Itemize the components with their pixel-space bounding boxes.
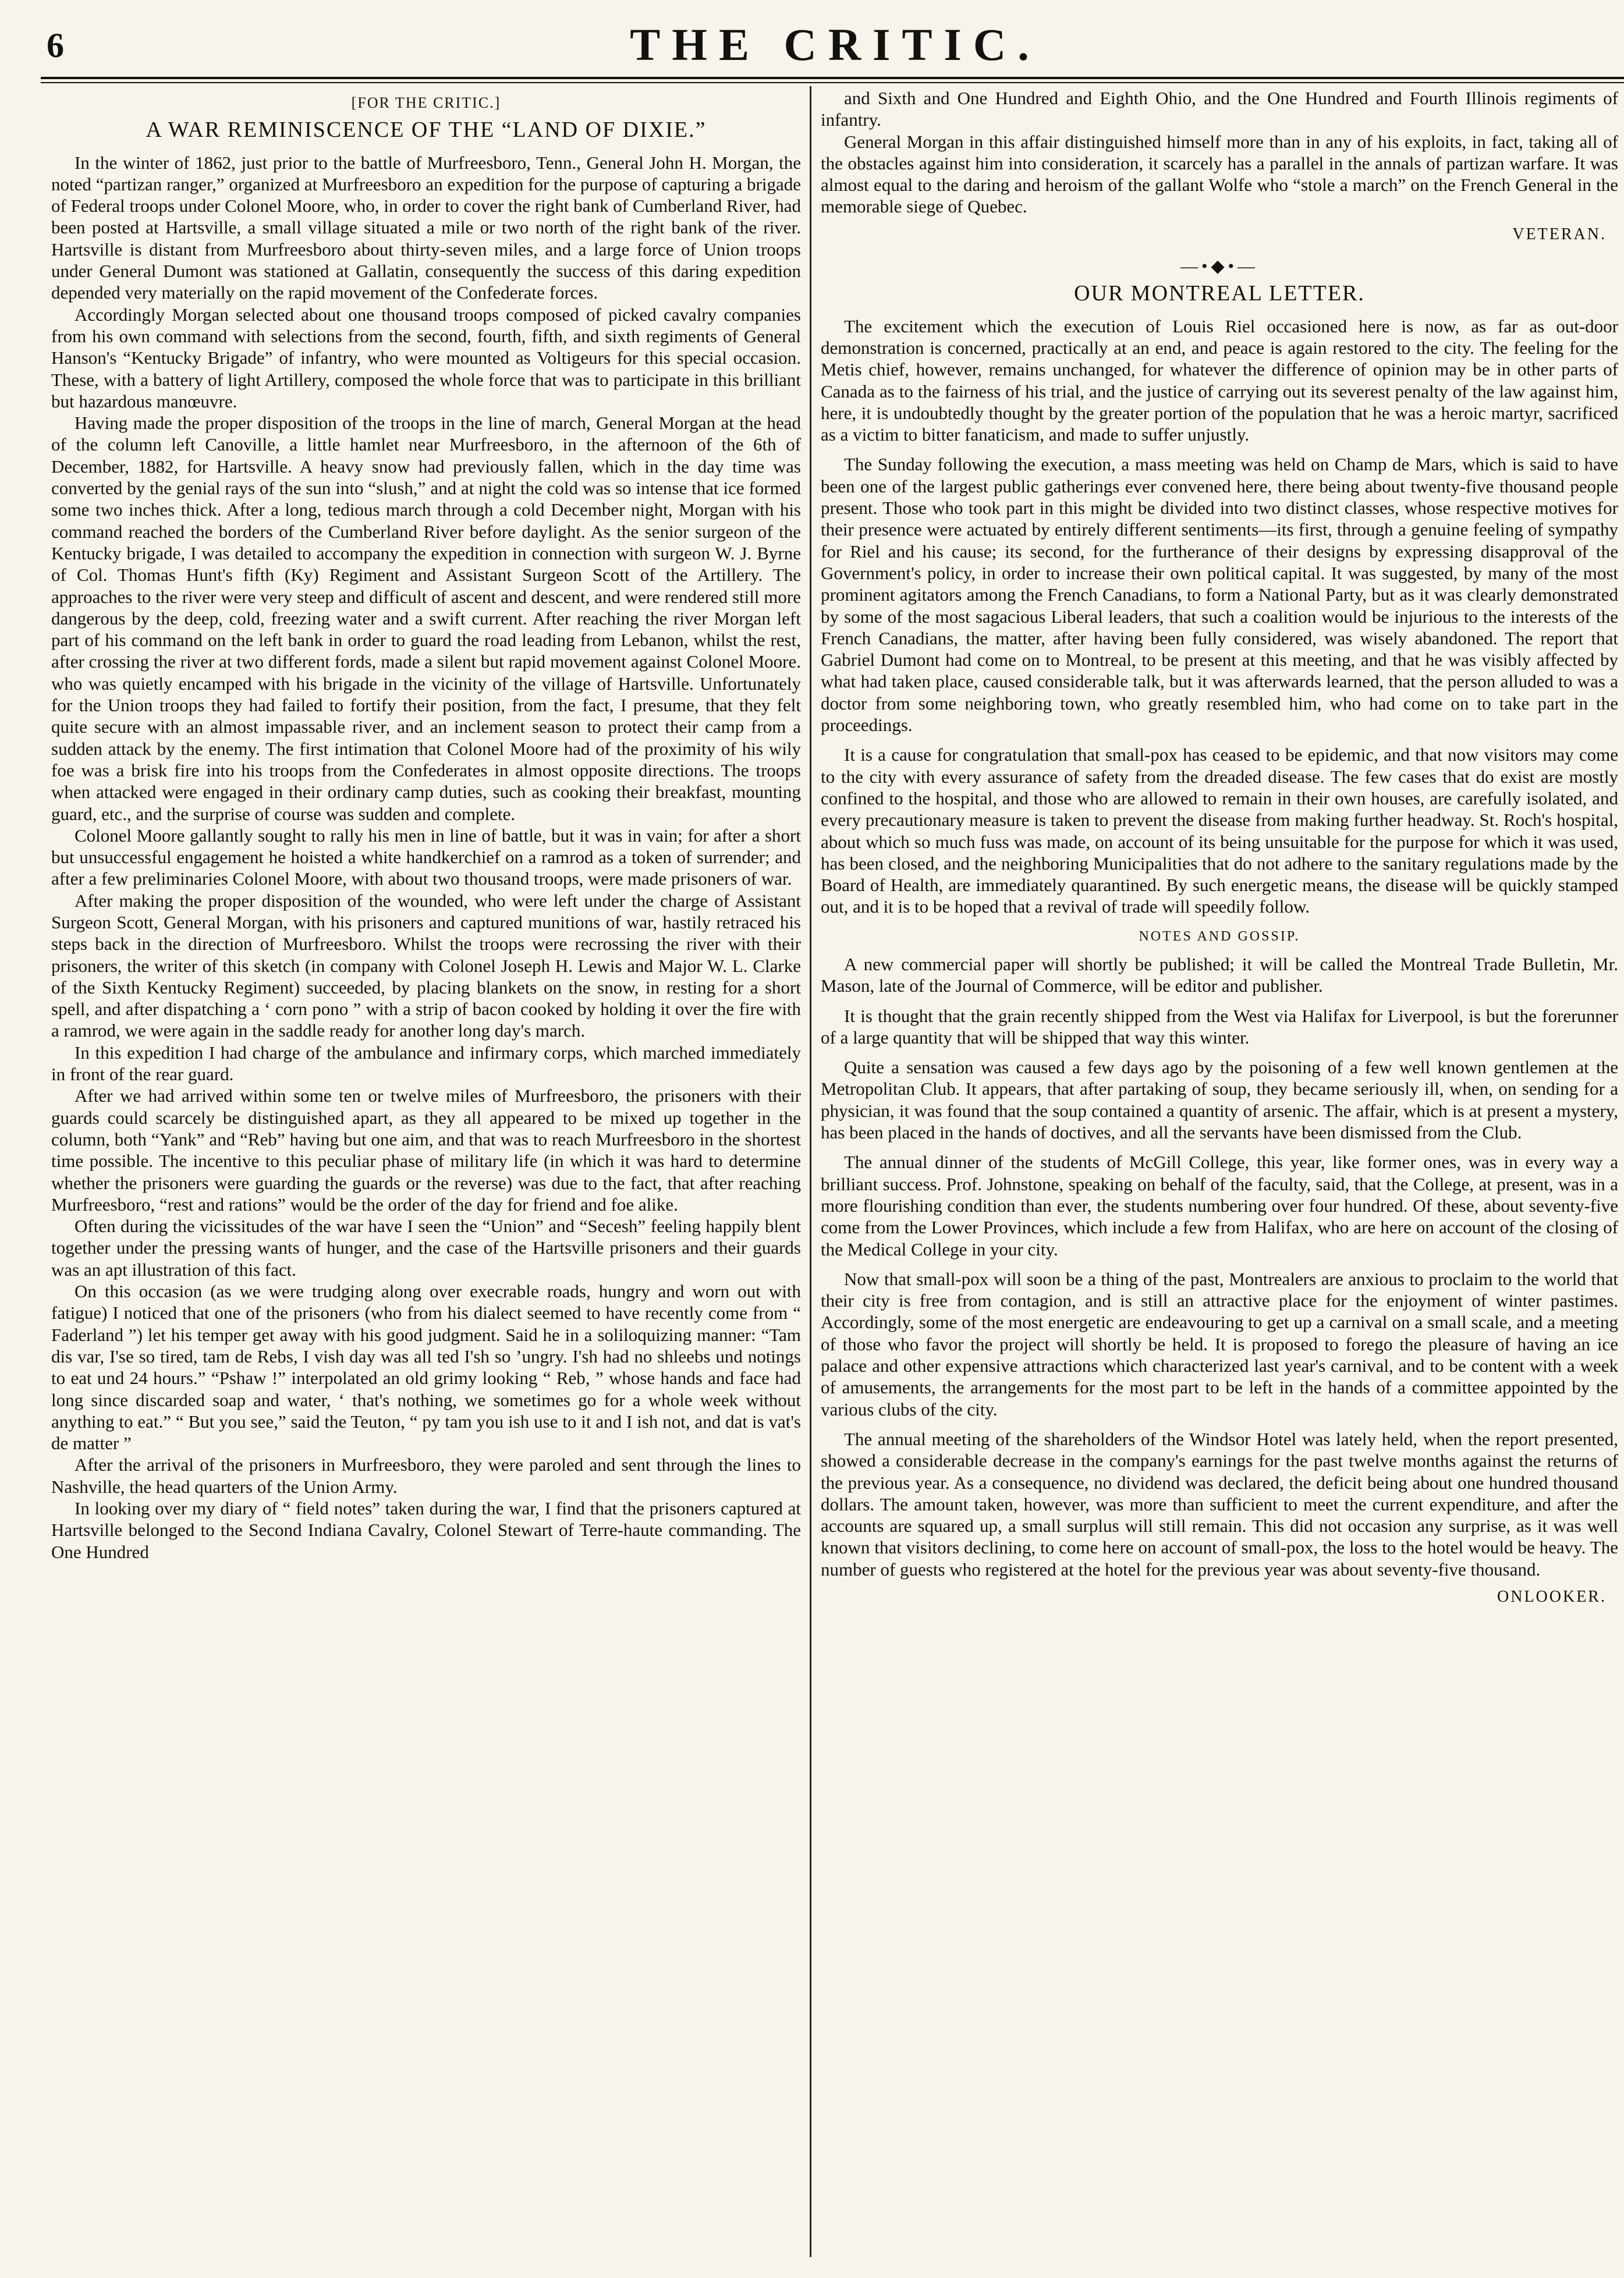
paragraph: A new commercial paper will shortly be published; it will be called the Montreal Trade Bulletin, Mr. Mason, late of the Journal of Commerce, will be editor and publisher.	[821, 953, 1618, 996]
page-number: 6	[47, 26, 64, 65]
paragraph: The Sunday following the execution, a mass meeting was held on Champ de Mars, which is said to have been one of the largest public gatherings ever convened here, there being about twenty-five thousand people present. Those who took part in this might be divided into two distinct classes, whose respective motives for their presence were actuated by entirely different sentiments—its first, through a genuine feeling of sympathy for Riel and his cause; its second, for the furtherance of their designs by expressing disapproval of the Government's policy, in order to increase their own political capital. It was suggested, by many of the most prominent agitators among the French Canadians, to form a National Party, but as it was clearly demonstrated by some of the most sagacious Liberal leaders, that such a coalition would be injurious to the interests of the French Canadians, the matter, after having been fully considered, was wisely abandoned. The report that Gabriel Dumont had come on to Montreal, to be present at this meeting, and that he was visibly affected by what had taken place, caused considerable talk, but it was afterwards learned, that the person alluded to was a doctor from some neighboring town, who greatly resembled him, who had come on to take part in the proceedings.	[821, 454, 1618, 736]
right-column	[821, 87, 1618, 2258]
paragraph: The annual dinner of the students of McGill College, this year, like former ones, was in every way a brilliant success. Prof. Johnstone, speaking on behalf of the faculty, said, that the College, at present, was in a more flourishing condition than ever, the students numbering over four hundred. Of these, about seventy-five come from the Lower Provinces, which include a few from Halifax, who are here on account of the closing of the Medical College in your city.	[821, 1152, 1618, 1259]
paragraph: After we had arrived within some ten or twelve miles of Murfreesboro, the prisoners with their guards could scarcely be distinguished apart, as they all appeared to be mixed up together in the column, both “Yank” and “Reb” having but one aim, and that was to reach Murfreesboro in the shortest time possible. The incentive to this peculiar phase of military life (in which it was hard to determine whether the prisoners were guarding the guards or the reverse) was due to the fact, that after reaching Murfreesboro, “rest and rations” would be the order of the day for friend and foe alike.	[51, 1085, 801, 1215]
paragraph: After the arrival of the prisoners in Murfreesboro, they were paroled and sent through the lines to Nashville, the head quarters of the Union Army.	[51, 1454, 801, 1497]
article-headline: A WAR REMINISCENCE OF THE “LAND OF DIXIE.”	[146, 118, 707, 143]
paragraph: In looking over my diary of “ field notes” taken during the war, I find that the prisoners captured at Hartsville belonged to the Second Indiana Cavalry, Colonel Stewart of Terre-haute commanding. The One Hundred	[51, 1498, 801, 1562]
masthead-rule	[41, 77, 1624, 79]
paragraph: Accordingly Morgan selected about one thousand troops composed of picked cavalry companies from his own command with selections from the second, fourth, fifth, and sixth regiments of General Hanson's “Kentucky Brigade” of infantry, who were mounted as Voltigeurs for this special occasion. These, with a battery of light Artillery, composed the whole force that was to participate in this brilliant but hazardous manœuvre.	[51, 304, 801, 411]
masthead-rule-thin	[41, 82, 1624, 83]
left-column	[51, 87, 801, 2258]
section-ornament: —•◆•—	[1180, 257, 1259, 276]
paragraph: The excitement which the execution of Louis Riel occasioned here is now, as far as out-door demonstration is concerned, practically at an end, and peace is again restored to the city. The feeling for the Metis chief, however, remains unchanged, for whatever the difference of opinion may be in other parts of Canada as to the fairness of his trial, and the justice of carrying out its severest penalty of the law against him, here, it is undoubtedly thought by the greater portion of the population that he was a heroic martyr, sacrificed as a victim to bitter fanaticism, and made to suffer unjustly.	[821, 315, 1618, 445]
notes-heading: NOTES AND GOSSIP.	[1139, 928, 1300, 944]
paragraph: In this expedition I had charge of the ambulance and infirmary corps, which marched immediately in front of the rear guard.	[51, 1042, 801, 1085]
signature-veteran: VETERAN.	[1512, 225, 1607, 243]
paragraph: Often during the vicissitudes of the war have I seen the “Union” and “Secesh” feeling happily blent together under the pressing wants of hunger, and the case of the Hartsville prisoners and their guards was an apt illustration of this fact.	[51, 1216, 801, 1280]
paragraph: Now that small-pox will soon be a thing of the past, Montrealers are anxious to proclaim to the world that their city is free from contagion, and is still an attractive place for the enjoyment of winter pastimes. Accordingly, some of the most energetic are endeavouring to get up a carnival on a small scale, and a meeting of those who favor the project will shortly be held. It is proposed to forego the pleasure of having an ice palace and other expensive attractions which characterized last year's carnival, and to be content with a week of amusements, the arrangements for the most part to be left in the hands of a committee appointed by the various clubs of the city.	[821, 1268, 1618, 1420]
paragraph: On this occasion (as we were trudging along over execrable roads, hungry and worn out with fatigue) I noticed that one of the prisoners (who from his dialect seemed to have recently come from “ Faderland ”) let his temper get away with his good judgment. Said he in a soliloquizing manner: “Tam dis var, I'se so tired, tam de Rebs, I vish day was all ted I'sh so ’ungry. I'sh had no shleebs und notings to eat und 24 hours.” “Pshaw !” interpolated an old grimy looking “ Reb, ” whose hands and face had long since discarded soap and water, ‘ that's nothing, we sometimes go for a whole week without anything to eat.” “ But you see,” said the Teuton, “ py tam you ish use to it and I ish not, and dat is vat's de matter ”	[51, 1281, 801, 1454]
article-body	[51, 152, 801, 1563]
masthead	[41, 10, 1624, 81]
paragraph: It is thought that the grain recently shipped from the West via Halifax for Liverpool, is but the forerunner of a large quantity that will be shipped that way this winter.	[821, 1005, 1618, 1048]
paragraph: It is a cause for congratulation that small-pox has ceased to be epidemic, and that now visitors may come to the city with every assurance of safety from the dreaded disease. The few cases that do exist are mostly confined to the hospital, and those who are allowed to remain in their own houses, are carefully isolated, and every precautionary measure is taken to prevent the disease from making further headway. St. Roch's hospital, about which so much fuss was made, on account of its being unsuitable for the purpose for which it was used, has been closed, and the neighboring Municipalities that do not adhere to the sanitary regulations made by the Board of Health, are immediately quarantined. By such energetic means, the disease will be quickly stamped out, and it is to be hoped that a revival of trade will speedily follow.	[821, 744, 1618, 917]
paragraph: Colonel Moore gallantly sought to rally his men in line of battle, but it was in vain; for after a short but unsuccessful engagement he hoisted a white handkerchief on a ramrod as a token of surrender; and after a few preliminaries Colonel Moore, with about two thousand troops, were made prisoners of war.	[51, 825, 801, 889]
paragraph: The annual meeting of the shareholders of the Windsor Hotel was lately held, when the report presented, showed a considerable decrease in the company's earnings for the past twelve months against the returns of the previous year. As a consequence, no dividend was declared, the deficit being about one hundred thousand dollars. The amount taken, however, was more than sufficient to meet the current expenditure, and after the accounts are squared up, a small surplus will still remain. This did not occasion any surprise, as it was well known that visitors declining, to come here on account of small-pox, the loss to the hotel would be heavy. The number of guests who registered at the hotel for the previous year was about seventy-five thousand.	[821, 1428, 1618, 1580]
paragraph: and Sixth and One Hundred and Eighth Ohio, and the One Hundred and Fourth Illinois regiments of infantry.	[821, 88, 1618, 130]
paragraph: Having made the proper disposition of the troops in the line of march, General Morgan at the head of the column left Canoville, a little hamlet near Murfreesboro, in the afternoon of the 6th of December, 1882, for Hartsville. A heavy snow had previously fallen, which in the day time was converted by the genial rays of the sun into “slush,” and at night the cold was so intense that ice formed some two inches thick. After a long, tedious march through a cold December night, Morgan with his command reached the borders of the Cumberland River before daylight. As the senior surgeon of the Kentucky brigade, I was detailed to accompany the expedition in connection with surgeon W. J. Byrne of Col. Thomas Hunt's fifth (Ky) Regiment and Assistant Surgeon Scott of the Artillery. The approaches to the river were very steep and difficult of ascent and descent, and were rendered still more dangerous by the deep, cold, freezing water and a swift current. After reaching the river Morgan left part of his command on the left bank in order to guard the road leading from Lebanon, whilst the rest, after crossing the river at two different fords, made a silent but rapid movement against Colonel Moore. who was quietly encamped with his brigade in the vicinity of the village of Hartsville. Unfortunately for the Union troops they had failed to fortify their position, from the fact, I presume, that they felt quite secure with an almost impassable river, and an inclement season to protect their camp from a sudden attack by the enemy. The first intimation that Colonel Moore had of the proximity of his wily foe was a brisk fire into his troops from the Confederates in almost opposite directions. The troops when attacked were engaged in their ordinary camp duties, such as cooking their breakfast, mounting guard, etc., and the surprise of course was sudden and complete.	[51, 413, 801, 824]
letter-headline: OUR MONTREAL LETTER.	[1074, 281, 1365, 306]
article-label: [FOR THE CRITIC.]	[351, 94, 501, 111]
paragraph: Quite a sensation was caused a few days ago by the poisoning of a few well known gentlemen at the Metropolitan Club. It appears, that after partaking of soup, they became seriously ill, when, on sending for a physician, it was found that the soup contained a quantity of arsenic. The affair, which is at present a mystery, has been placed in the hands of doctives, and all the servants have been dismissed from the Club.	[821, 1057, 1618, 1143]
newspaper-title: THE CRITIC.	[630, 19, 1041, 70]
column-divider	[810, 86, 811, 2257]
paragraph: After making the proper disposition of the wounded, who were left under the charge of Assistant Surgeon Scott, General Morgan, with his prisoners and captured munitions of war, hastily retraced his steps back in the direction of Murfreesboro. Whilst the troops were recrossing the river with their prisoners, the writer of this sketch (in company with Colonel Joseph H. Lewis and Major W. L. Clarke of the Sixth Kentucky Regiment) succeeded, by placing blankets on the snow, in resting for a short spell, and after dispatching a ‘ corn pono ” with a strip of bacon cooked by holding it over the fire with a ramrod, we were again in the saddle ready for another long day's march.	[51, 890, 801, 1041]
article-continuation	[821, 87, 1618, 218]
letter-body	[821, 315, 1618, 918]
signature-onlooker: ONLOOKER.	[1497, 1588, 1607, 1606]
notes-body	[821, 953, 1618, 1580]
paragraph: In the winter of 1862, just prior to the battle of Murfreesboro, Tenn., General John H. Morgan, the noted “partizan ranger,” organized at Murfreesboro an expedition for the purpose of capturing a brigade of Federal troops under Colonel Moore, who, in order to cover the right bank of Cumberland River, had been posted at Hartsville, a small village situated a mile or two north of the right bank of the river. Hartsville is distant from Murfreesboro about thirty-seven miles, and a large force of Union troops under General Dumont was stationed at Gallatin, consequently the success of this daring expedition depended very materially on the rapid movement of the Confederate forces.	[51, 152, 801, 303]
paragraph: General Morgan in this affair distinguished himself more than in any of his exploits, in fact, taking all of the obstacles against him into consideration, it scarcely has a parallel in the annals of partizan warfare. It was almost equal to the daring and heroism of the gallant Wolfe who “stole a march” on the French General in the memorable siege of Quebec.	[821, 131, 1618, 217]
